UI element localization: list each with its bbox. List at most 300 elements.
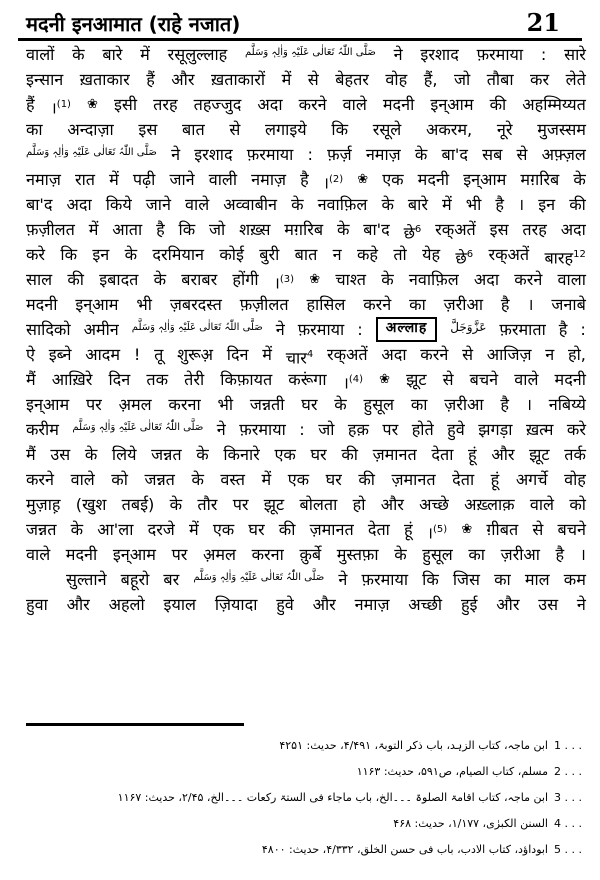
word: रक्अतें: [435, 220, 476, 239]
word: और: [66, 595, 90, 614]
word: इसी: [113, 95, 138, 114]
word: की: [569, 195, 586, 214]
footnote-item: [26, 837, 582, 863]
word: जन्नत: [144, 470, 175, 489]
word: नमाज़: [365, 145, 401, 164]
word: बोलता: [299, 495, 338, 514]
word: रात: [74, 170, 95, 189]
word: फ़र्ज़: [327, 145, 352, 164]
word: जो: [453, 70, 471, 89]
word: के: [414, 145, 428, 164]
text-line: [26, 492, 586, 517]
word: में: [281, 70, 292, 89]
word: करीम: [26, 420, 59, 439]
honorific-calligraphy: صَلَّى اللّٰہُ تَعَالٰی عَلَیْہِ وَاٰلِہٖ وَسَلَّم: [72, 422, 204, 433]
text-line: [26, 542, 586, 567]
word: मदनी: [26, 295, 58, 314]
honorific-calligraphy: صَلَّى اللّٰہُ تَعَالٰی عَلَیْہِ وَاٰلِہٖ وَسَلَّم: [193, 572, 325, 583]
word: फ़रमाया: [297, 320, 345, 339]
footnote-reference: ابن ماجہ، کتاب اقامۃ الصلوۃ ۔۔۔الخ، باب ماجاء فی الستۃ رکعات ۔۔۔الخ، ۲/۴۵، حدیث: ۱۱۶۷: [117, 791, 548, 804]
text-line: [26, 167, 586, 192]
word: हूं: [404, 520, 413, 539]
superscript-number: (5): [432, 524, 448, 535]
word: की: [341, 445, 358, 464]
word: हो,: [568, 345, 586, 364]
word: :: [307, 145, 313, 164]
word: एक: [382, 170, 404, 189]
word: हुसूल: [363, 395, 395, 414]
honorific-calligraphy: صَلَّى اللّٰہُ تَعَالٰی عَلَیْہِ وَاٰلِہٖ وَسَلَّم: [26, 147, 157, 158]
word: और: [380, 495, 404, 514]
text-line: [26, 292, 586, 317]
word: घर: [325, 470, 342, 489]
word: नूरे: [496, 120, 513, 139]
word: कि: [331, 120, 348, 139]
word: ।$^{(3)}$: [273, 273, 295, 293]
word: न: [545, 345, 555, 364]
text-line: [26, 342, 586, 367]
word: लगाइये: [265, 120, 307, 139]
word: होते: [411, 420, 434, 439]
word: तेरी: [184, 370, 205, 389]
word: नबिय्ये: [548, 395, 586, 414]
word: करना: [251, 545, 284, 564]
word: हूं: [468, 445, 477, 464]
word: आ'ला: [97, 520, 134, 539]
superscript-number: (3): [279, 274, 295, 285]
text-line: [26, 67, 586, 92]
word: वाले: [26, 545, 51, 564]
word: मदनी: [382, 95, 415, 114]
word: आख़िरे: [51, 370, 93, 389]
word: इन्आम: [430, 95, 474, 114]
word: के: [191, 470, 204, 489]
word: पर: [232, 495, 249, 514]
text-line: [26, 217, 586, 242]
word: तरह: [522, 220, 547, 239]
text-line: [26, 392, 586, 417]
word: इयाल: [163, 595, 197, 614]
footnote-number: 1 . . .: [554, 739, 582, 752]
footnote-reference: ابن ماجہ، کتاب الزہد، باب ذکر التوبۃ، ۴/۴۹۱، حدیث: ۴۲۵۱: [279, 739, 548, 752]
superscript-number: 4: [306, 349, 314, 360]
word: नवाफ़िल: [408, 270, 459, 289]
footnote-reference: ابوداؤد، کتاب الادب، باب فی حسن الخلق، ۴/۳۳۲، حدیث: ۴۸۰۰: [261, 843, 548, 856]
word: भी: [465, 195, 482, 214]
word: पर: [382, 420, 399, 439]
word: देता: [367, 520, 390, 539]
text-line: [26, 517, 586, 542]
word: बर: [163, 570, 180, 589]
word: करे: [26, 245, 46, 264]
word: कम: [563, 570, 586, 589]
word: ज़मानत: [391, 470, 436, 489]
word: इन्आम: [112, 545, 156, 564]
word: तौर: [197, 495, 218, 514]
word: में: [140, 45, 150, 64]
word: कि: [422, 570, 439, 589]
word: ।$^{(4)}$: [342, 373, 364, 393]
word: अख़्लाक़: [464, 495, 515, 514]
word: ने: [576, 595, 586, 614]
word: हासिल: [306, 295, 346, 314]
word: :: [540, 45, 547, 64]
word: अदा: [381, 345, 407, 364]
word: मदनी: [554, 370, 586, 389]
word: बचने: [557, 520, 586, 539]
footnote-reference: مسلم، کتاب الصیام، ص۵۹۱، حدیث: ۱۱۶۳: [356, 765, 548, 778]
word: ख़ताकारों: [210, 70, 266, 89]
word: दिन: [226, 345, 249, 364]
word: ख़ताकार: [79, 70, 130, 89]
honorific-calligraphy: صَلَّى اللّٰہُ تَعَالٰی عَلَیْہِ وَاٰلِہٖ وَسَلَّم: [245, 47, 376, 58]
word: के: [334, 395, 347, 414]
word: में: [88, 220, 99, 239]
word: करूंगा: [288, 370, 327, 389]
running-title: मदनी इनआमात (राहे नजात): [26, 12, 241, 36]
footnote-item: [26, 759, 582, 785]
word: की: [67, 270, 84, 289]
word: क़ुर्बे: [299, 545, 322, 564]
text-line: [26, 242, 586, 267]
word: वाले: [342, 95, 367, 114]
word: से: [229, 120, 241, 139]
word: ने: [216, 420, 226, 439]
word: इन्आम: [26, 395, 70, 414]
word: जनाबे: [551, 295, 586, 314]
word: वाले: [185, 195, 210, 214]
word: इन्सान: [26, 70, 64, 89]
word: का: [468, 545, 485, 564]
footnote-item: [26, 785, 582, 811]
word: वाले: [529, 495, 555, 514]
footnote-item: [26, 811, 582, 837]
word: अदा: [257, 95, 283, 114]
flower-icon: ❀: [87, 97, 98, 112]
word: जाने: [169, 170, 195, 189]
word: ।$^{(2)}$: [322, 173, 344, 193]
word: अफ़्ज़ल: [541, 145, 586, 164]
word: वाले: [70, 470, 95, 489]
word: ज़मानत: [309, 520, 354, 539]
word: मुजस्सम: [537, 120, 586, 139]
footnote-number: 2 . . .: [554, 765, 582, 778]
word: की: [358, 470, 375, 489]
word: जिस: [452, 570, 480, 589]
word: बराबर: [181, 270, 218, 289]
word: हैं: [26, 95, 35, 114]
word: के: [381, 195, 394, 214]
word: वाला: [557, 270, 586, 289]
text-line: [26, 467, 586, 492]
honorific-calligraphy: صَلَّى اللّٰہُ تَعَالٰی عَلَیْہِ وَاٰلِہٖ وَسَلَّم: [131, 322, 263, 333]
text-line: [26, 92, 586, 117]
word: किनारे: [223, 445, 260, 464]
word: इरशाद: [420, 45, 459, 64]
word: हैं,: [423, 70, 438, 89]
word: फ़रमाया: [361, 570, 409, 589]
word: झूट: [529, 445, 550, 464]
word: कहे: [356, 245, 378, 264]
word: और: [491, 445, 515, 464]
word: आता: [112, 220, 143, 239]
word: एक: [212, 520, 235, 539]
word: बा'द: [363, 220, 390, 239]
word: चाश्त: [335, 270, 366, 289]
word: वाले: [514, 370, 539, 389]
word: जो: [209, 220, 226, 239]
word: इबादत: [99, 270, 139, 289]
word: है: [156, 220, 165, 239]
word: और: [312, 595, 336, 614]
word: करे: [566, 420, 586, 439]
word: ज़ियादा: [214, 595, 258, 614]
word: ग़ीबत: [486, 520, 519, 539]
word: में: [262, 345, 272, 364]
text-line: [26, 567, 586, 592]
text-line: [26, 367, 586, 392]
word: एक: [274, 445, 296, 464]
word: किये: [105, 195, 132, 214]
word: फ़रमाया: [476, 45, 524, 64]
word: कोई: [219, 245, 244, 264]
word: मदनी: [417, 170, 450, 189]
word: में: [442, 195, 452, 214]
word: मग़रिब: [520, 170, 560, 189]
word: है: [558, 320, 568, 339]
word: को: [569, 495, 586, 514]
word: अकरम,: [425, 120, 473, 139]
word: पर: [85, 395, 102, 414]
word: अदा: [66, 195, 92, 214]
word: इरशाद: [194, 145, 233, 164]
word: के: [336, 220, 350, 239]
word: हूं: [490, 470, 500, 489]
superscript-number: (2): [328, 174, 344, 185]
word: पर: [171, 545, 188, 564]
superscript-number: (4): [348, 374, 364, 385]
word: नमाज़: [26, 170, 61, 189]
word: के: [573, 170, 586, 189]
word: हो: [352, 495, 366, 514]
word: और: [171, 70, 195, 89]
flower-icon: ❀: [379, 372, 391, 387]
word: हक़: [347, 420, 369, 439]
word: हैं: [146, 70, 155, 89]
word: करने: [420, 345, 449, 364]
superscript-number: (1): [56, 99, 71, 110]
word: ज़रीआ: [444, 395, 484, 414]
word: मैं: [26, 445, 36, 464]
azza-wa-jal-calligraphy: عَزَّوَجَلَّ: [450, 320, 487, 334]
word: इन्आम: [463, 170, 507, 189]
word: वोह: [564, 470, 586, 489]
word: सारे: [564, 45, 586, 64]
word: अच्छे: [419, 495, 449, 514]
word: घर: [310, 445, 327, 464]
word: इन: [538, 195, 556, 214]
word: इब्ने: [48, 345, 72, 364]
word: झगड़ा: [478, 420, 513, 439]
word: किफ़ायत: [220, 370, 273, 389]
word: के: [153, 270, 167, 289]
word: अमीन: [83, 320, 119, 339]
word: शुरूअ़: [177, 345, 214, 364]
word: घर: [248, 520, 265, 539]
word: तबई): [121, 495, 155, 514]
word: को: [111, 470, 128, 489]
word: के: [169, 495, 183, 514]
word: रक्अतें: [488, 245, 530, 264]
word: ख़त्म: [525, 420, 554, 439]
word: छे$^6$: [455, 248, 474, 268]
word: ज़बरदस्त: [169, 295, 222, 314]
word: है: [495, 195, 504, 214]
word: के: [394, 545, 407, 564]
footnote-number: 5 . . .: [554, 843, 582, 856]
word: ने: [171, 145, 181, 164]
flower-icon: ❀: [357, 172, 369, 187]
body-text: [26, 42, 586, 617]
word: करने: [363, 295, 392, 314]
word: न: [332, 245, 342, 264]
word: से: [462, 345, 474, 364]
word: तहज्जुद: [193, 95, 242, 114]
word: इन: [92, 245, 110, 264]
word: अदा: [473, 270, 500, 289]
word: और: [496, 595, 520, 614]
word: हुवे: [447, 420, 465, 439]
word: ।$^{(1)}$: [50, 98, 71, 118]
word: इस: [138, 120, 158, 139]
footnote-item: [26, 733, 582, 759]
word: पढ़ी: [132, 170, 156, 189]
word: का: [494, 570, 511, 589]
text-line: [26, 192, 586, 217]
word: रसूले: [372, 120, 402, 139]
word: फ़ज़ीलत: [239, 295, 289, 314]
word: लिये: [111, 445, 137, 464]
word: जो: [318, 420, 335, 439]
word: वोह: [385, 70, 408, 89]
word: नमाज़: [354, 595, 390, 614]
word: चार$^4$: [285, 348, 314, 368]
word: का: [26, 120, 43, 139]
word: बात: [182, 120, 205, 139]
word: अदा: [560, 220, 586, 239]
word: के: [381, 270, 394, 289]
word: आजिज़: [486, 345, 532, 364]
word: करने: [514, 270, 543, 289]
word: हुई: [460, 595, 478, 614]
word: के: [124, 245, 138, 264]
word: है: [300, 170, 309, 189]
word: जन्नत: [151, 445, 182, 464]
word: जन्नत: [26, 520, 57, 539]
word: छे$^6$: [403, 223, 422, 243]
word: नमाज़: [251, 170, 287, 189]
word: ।: [527, 295, 534, 314]
word: इन्आम: [75, 295, 119, 314]
word: :: [299, 420, 305, 439]
word: का: [409, 295, 426, 314]
word: से: [516, 145, 528, 164]
word: होंगी: [232, 270, 259, 289]
word: लेते: [565, 70, 586, 89]
word: में: [261, 470, 272, 489]
word: तक: [146, 370, 169, 389]
word: अ़मल: [118, 395, 152, 414]
footnote-reference: السنن الکبرٰی، ۱/۱۷۷، حدیث: ۴۶۸: [393, 817, 548, 830]
word: :: [580, 320, 586, 339]
word: उस: [50, 445, 71, 464]
word: है: [555, 545, 565, 564]
word: झूट: [263, 495, 285, 514]
word: सब: [482, 145, 503, 164]
footnote-number: 3 . . .: [554, 791, 582, 804]
word: आदम: [85, 345, 121, 364]
word: तर्क: [564, 445, 586, 464]
word: बा'द: [26, 195, 53, 214]
word: से: [307, 70, 319, 89]
word: की: [489, 95, 507, 114]
word: ।: [525, 395, 532, 414]
word: ।$^{(5)}$: [426, 523, 448, 543]
text-line: [26, 117, 586, 142]
word: फ़रमाता: [499, 320, 546, 339]
word: से: [532, 520, 544, 539]
word: अव्वाबीन: [223, 195, 278, 214]
word: माल: [524, 570, 550, 589]
word: मैं: [26, 370, 36, 389]
word: ।: [518, 195, 525, 214]
allah-calligraphy-box: अल्लाह: [376, 317, 438, 342]
word: वस्त: [220, 470, 245, 489]
word: कर: [530, 70, 550, 89]
word: के: [291, 195, 304, 214]
word: दिन: [108, 370, 131, 389]
word: ज़रीआ: [443, 295, 484, 314]
word: बारे: [102, 45, 123, 64]
word: करने: [298, 95, 327, 114]
word: घर: [301, 395, 318, 414]
word: सादिको: [26, 320, 71, 339]
word: देता: [431, 445, 454, 464]
word: देता: [452, 470, 475, 489]
superscript-number: 12: [573, 249, 586, 260]
word: बा'द: [441, 145, 468, 164]
word: साल: [26, 270, 53, 289]
word: के: [72, 45, 85, 64]
word: बारह$^{12}$: [544, 248, 586, 268]
footnotes: [26, 733, 582, 863]
word: मदनी: [65, 545, 98, 564]
text-line: [26, 42, 586, 67]
footnote-number: 4 . . .: [554, 817, 582, 830]
word: है: [500, 395, 510, 414]
word: है: [500, 295, 510, 314]
word: रसूलुल्लाह: [167, 45, 228, 64]
word: :: [357, 320, 363, 339]
word: ने: [338, 570, 348, 589]
word: अहलो: [108, 595, 145, 614]
word: अच्छी: [408, 595, 443, 614]
word: के: [70, 520, 84, 539]
word: के: [196, 445, 209, 464]
word: दरजे: [147, 520, 175, 539]
word: में: [109, 170, 119, 189]
word: (खुश: [75, 495, 107, 514]
